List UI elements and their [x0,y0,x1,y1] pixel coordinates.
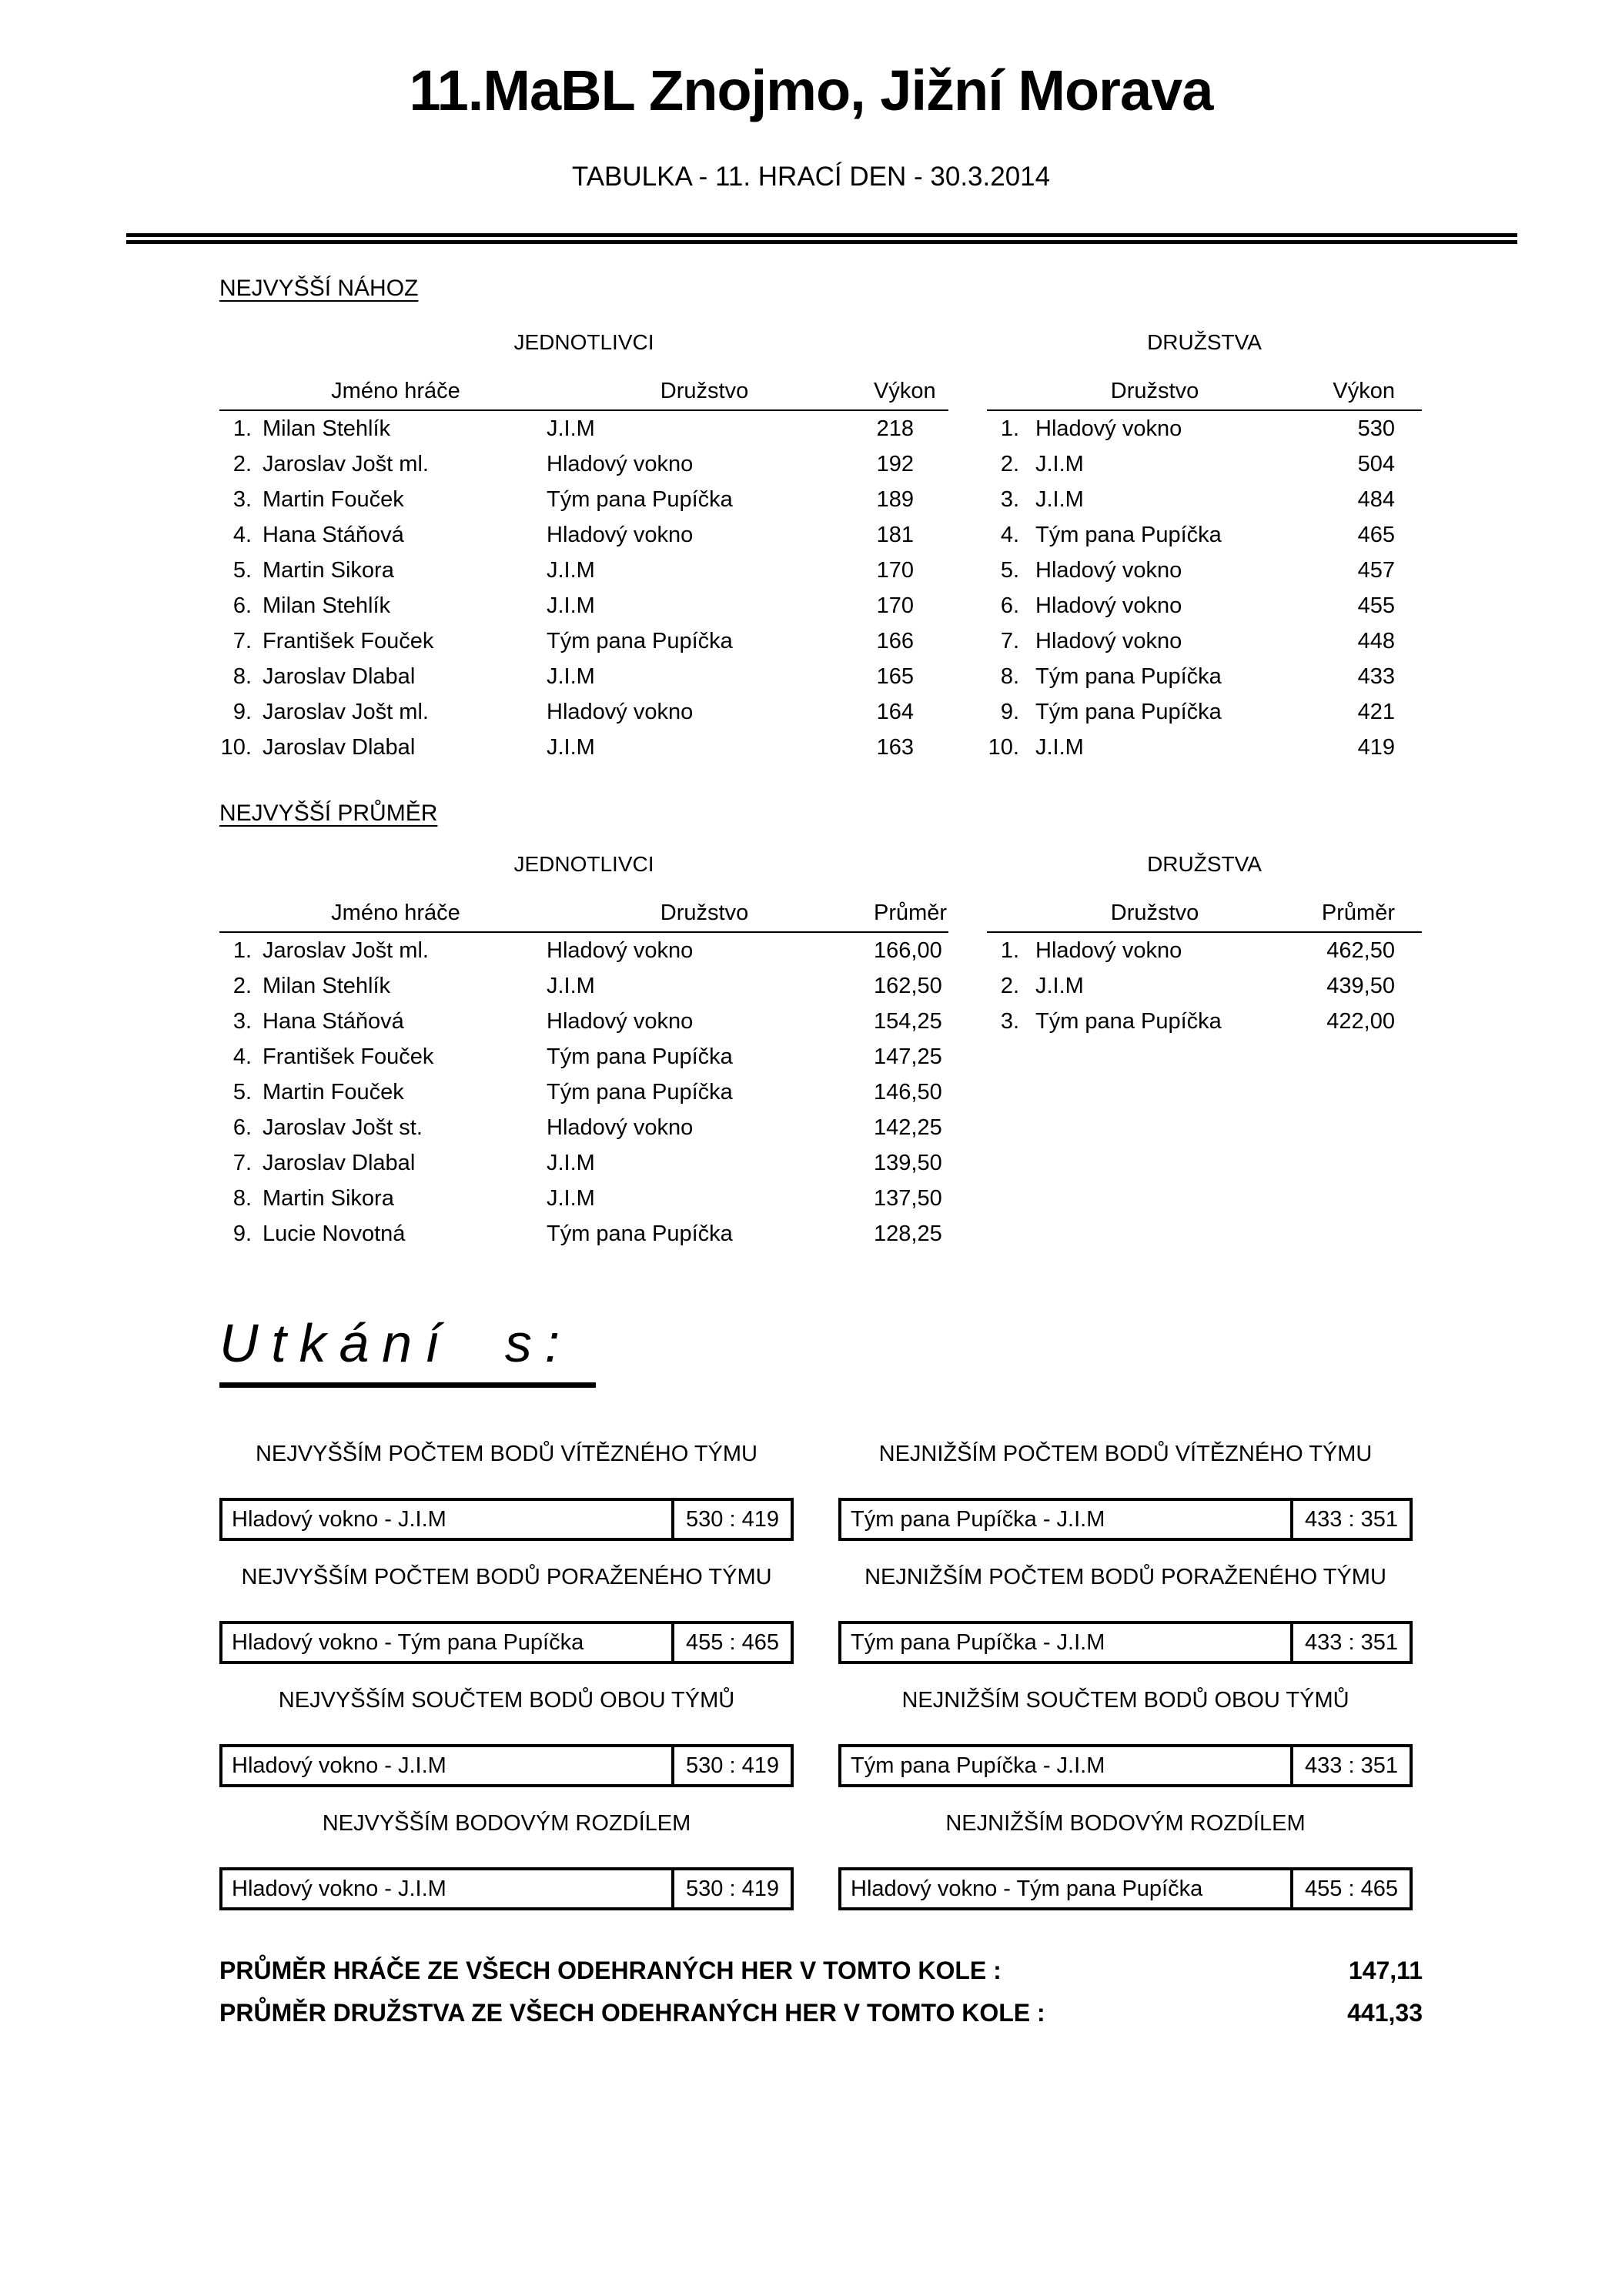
value-cell: 154,25 [874,1008,942,1034]
match-result-box [219,1621,794,1664]
player-average-line [219,1957,1423,1984]
table-row [219,968,948,1004]
value-cell: 162,50 [874,973,942,998]
value-header: Průměr [874,894,948,932]
rank-cell: 6. [232,1115,252,1140]
team-average-line [219,1999,1423,2027]
value-cell: 163 [876,734,914,760]
value-header: Průměr [1286,894,1422,932]
value-cell: 142,25 [874,1115,942,1140]
player-name-cell: Martin Fouček [263,486,404,512]
individuals-table [219,373,948,765]
value-cell: 462,50 [1326,937,1395,963]
player-name-cell: Jaroslav Jošt ml. [263,937,429,963]
rank-cell: 8. [232,663,252,689]
match-result-box [219,1744,794,1787]
team-header: Družstvo [1024,894,1286,932]
rank-cell: 10. [988,734,1019,760]
nahoz-individuals-table [219,329,948,765]
table-row [219,694,948,730]
value-cell: 457 [1357,557,1395,583]
match-teams: Hladový vokno - J.I.M [232,1753,446,1778]
team-cell: Hladový vokno [547,1008,694,1034]
rank-cell: 2. [232,973,252,998]
rank-cell: 2. [1000,973,1019,998]
player-name-cell: Martin Fouček [263,1079,404,1105]
match-category-label: NEJNIŽŠÍM POČTEM BODŮ VÍTĚZNÉHO TÝMU [878,1442,1373,1466]
team-cell: J.I.M [547,663,595,689]
table-row [987,730,1422,765]
value-cell: 484 [1357,486,1395,512]
rank-cell: 3. [232,1008,252,1034]
match-category-label: NEJNIŽŠÍM SOUČTEM BODŮ OBOU TÝMŮ [901,1688,1349,1713]
table-row [219,659,948,694]
team-cell: J.I.M [547,557,595,583]
team-cell: Tým pana Pupíčka [1035,699,1222,724]
value-cell: 192 [876,451,914,476]
team-header: Družstvo [535,894,874,932]
value-cell: 455 [1357,593,1395,618]
rank-cell: 8. [232,1185,252,1211]
value-cell: 433 [1357,663,1395,689]
match-record [838,1441,1413,1541]
match-result-box [838,1621,1413,1664]
match-score: 433 : 351 [1290,1747,1410,1784]
table-row [987,553,1422,588]
team-cell: J.I.M [547,416,595,441]
team-cell: Hladový vokno [547,522,694,547]
team-cell: Tým pana Pupíčka [547,1044,733,1069]
match-record [838,1810,1413,1910]
value-header: Výkon [874,373,948,410]
table-row [219,1181,948,1216]
table-row [987,446,1422,482]
value-cell: 422,00 [1326,1008,1395,1034]
rank-cell: 3. [1000,1008,1019,1034]
value-cell: 181 [876,522,914,547]
match-result-box [219,1867,794,1910]
rank-cell: 7. [232,628,252,653]
rank-cell: 5. [1000,557,1019,583]
match-teams: Tým pana Pupíčka - J.I.M [851,1629,1105,1655]
rank-cell: 4. [232,1044,252,1069]
match-result-box [838,1744,1413,1787]
table-row [987,932,1422,968]
rank-cell: 3. [232,486,252,512]
table-row [219,517,948,553]
value-cell: 170 [876,557,914,583]
team-cell: Tým pana Pupíčka [1035,663,1222,689]
table-row [219,623,948,659]
team-cell: Tým pana Pupíčka [547,1221,733,1246]
team-header: Družstvo [1024,373,1286,410]
player-name-cell: Martin Sikora [263,557,394,583]
table-row [987,410,1422,446]
team-cell: Hladový vokno [1035,593,1182,618]
team-cell: J.I.M [1035,486,1084,512]
player-name-cell: Jaroslav Dlabal [263,1150,416,1175]
value-header: Výkon [1286,373,1422,410]
table-row [219,932,948,968]
rank-header [219,894,256,932]
prumer-teams-table [987,851,1422,1039]
table-title-teams: DRUŽSTVA [1147,852,1262,876]
match-result-box [219,1498,794,1541]
player-name-cell: Martin Sikora [263,1185,394,1211]
player-name-cell: Milan Stehlík [263,973,391,998]
value-cell: 448 [1357,628,1395,653]
value-cell: 165 [876,663,914,689]
rank-cell: 10. [220,734,252,760]
team-cell: J.I.M [547,593,595,618]
rank-cell: 1. [232,416,252,441]
team-cell: Hladový vokno [1035,937,1182,963]
section-heading-nahoz: NEJVYŠŠÍ NÁHOZ [219,276,419,301]
player-name-cell: Lucie Novotná [263,1221,406,1246]
team-cell: Hladový vokno [547,451,694,476]
match-category-label: NEJNIŽŠÍM POČTEM BODŮ PORAŽENÉHO TÝMU [865,1565,1386,1589]
team-cell: Tým pana Pupíčka [547,628,733,653]
table-title-individuals: JEDNOTLIVCI [513,330,654,354]
match-record [838,1564,1413,1664]
team-cell: Hladový vokno [547,699,694,724]
table-row [987,517,1422,553]
table-header-row [987,894,1422,932]
prumer-individuals-table [219,851,948,1252]
page-title: 11.MaBL Znojmo, Jižní Morava [409,58,1213,122]
page-subtitle: TABULKA - 11. HRACÍ DEN - 30.3.2014 [571,162,1051,192]
table-row [987,659,1422,694]
match-teams: Tým pana Pupíčka - J.I.M [851,1753,1105,1778]
team-average-value: 441,33 [1347,1999,1423,2027]
team-cell: Hladový vokno [547,937,694,963]
match-teams: Hladový vokno - Tým pana Pupíčka [232,1629,584,1655]
player-name-cell: Jaroslav Jošt ml. [263,451,429,476]
rank-cell: 1. [1000,416,1019,441]
player-name-cell: Milan Stehlík [263,593,391,618]
value-cell: 128,25 [874,1221,942,1246]
rank-header [987,373,1024,410]
rank-header [219,373,256,410]
value-cell: 166 [876,628,914,653]
rank-cell: 4. [1000,522,1019,547]
rank-cell: 7. [232,1150,252,1175]
match-score: 530 : 419 [671,1870,791,1907]
match-record [838,1687,1413,1787]
match-category-label: NEJNIŽŠÍM BODOVÝM ROZDÍLEM [945,1811,1306,1836]
section-heading-utkani: Utkání s: [219,1313,596,1388]
table-row [219,1110,948,1145]
player-name-cell: Hana Stáňová [263,1008,404,1034]
table-row [987,482,1422,517]
match-score: 530 : 419 [671,1501,791,1538]
match-teams: Hladový vokno - J.I.M [232,1506,446,1532]
player-name-cell: Jaroslav Jošt st. [263,1115,423,1140]
match-category-label: NEJVYŠŠÍM POČTEM BODŮ VÍTĚZNÉHO TÝMU [255,1442,758,1466]
team-cell: J.I.M [547,734,595,760]
rank-cell: 6. [1000,593,1019,618]
value-cell: 504 [1357,451,1395,476]
table-row [219,588,948,623]
value-cell: 439,50 [1326,973,1395,998]
table-header-row [219,894,948,932]
team-average-label: PRŮMĚR DRUŽSTVA ZE VŠECH ODEHRANÝCH HER V TOMTO KOLE : [219,1999,1045,2027]
table-row [219,482,948,517]
team-cell: Tým pana Pupíčka [1035,522,1222,547]
table-row [219,1216,948,1252]
team-cell: J.I.M [547,1150,595,1175]
rank-cell: 2. [1000,451,1019,476]
rank-cell: 3. [1000,486,1019,512]
team-cell: J.I.M [547,973,595,998]
match-score: 530 : 419 [671,1747,791,1784]
team-cell: Tým pana Pupíčka [547,486,733,512]
player-name-cell: František Fouček [263,628,434,653]
teams-table [987,373,1422,765]
match-score: 433 : 351 [1290,1624,1410,1661]
match-result-box [838,1498,1413,1541]
value-cell: 164 [876,699,914,724]
value-cell: 146,50 [874,1079,942,1105]
match-teams: Hladový vokno - Tým pana Pupíčka [851,1876,1203,1901]
table-row [987,694,1422,730]
match-category-label: NEJVYŠŠÍM POČTEM BODŮ PORAŽENÉHO TÝMU [241,1565,772,1589]
team-cell: J.I.M [1035,973,1084,998]
rank-cell: 6. [232,593,252,618]
double-rule-divider [126,233,1517,244]
table-row [219,730,948,765]
player-name-cell: František Fouček [263,1044,434,1069]
value-cell: 170 [876,593,914,618]
value-cell: 419 [1357,734,1395,760]
match-score: 433 : 351 [1290,1501,1410,1538]
table-row [219,1145,948,1181]
rank-cell: 8. [1000,663,1019,689]
player-average-label: PRŮMĚR HRÁČE ZE VŠECH ODEHRANÝCH HER V TOMTO KOLE : [219,1957,1002,1984]
table-row [219,410,948,446]
table-row [987,968,1422,1004]
value-cell: 137,50 [874,1185,942,1211]
player-name-cell: Hana Stáňová [263,522,404,547]
rank-cell: 1. [232,937,252,963]
match-record [219,1687,794,1787]
team-cell: Hladový vokno [1035,557,1182,583]
team-cell: Tým pana Pupíčka [547,1079,733,1105]
table-row [219,1074,948,1110]
match-record [219,1810,794,1910]
match-record [219,1441,794,1541]
rank-cell: 7. [1000,628,1019,653]
individuals-table [219,894,948,1252]
value-cell: 465 [1357,522,1395,547]
section-heading-prumer: NEJVYŠŠÍ PRŮMĚR [219,800,438,826]
table-row [987,623,1422,659]
rank-cell: 5. [232,1079,252,1105]
player-name-cell: Milan Stehlík [263,416,391,441]
value-cell: 530 [1357,416,1395,441]
team-header: Družstvo [535,373,874,410]
match-category-label: NEJVYŠŠÍM SOUČTEM BODŮ OBOU TÝMŮ [278,1688,735,1713]
team-cell: J.I.M [547,1185,595,1211]
team-cell: Hladový vokno [547,1115,694,1140]
player-name-header: Jméno hráče [256,894,535,932]
table-header-row [219,373,948,410]
player-name-cell: Jaroslav Dlabal [263,663,416,689]
value-cell: 421 [1357,699,1395,724]
rank-header [987,894,1024,932]
player-average-value: 147,11 [1348,1957,1423,1984]
table-header-row [987,373,1422,410]
table-row [219,1004,948,1039]
table-row [987,588,1422,623]
table-row [219,1039,948,1074]
match-result-box [838,1867,1413,1910]
match-records-grid [219,1441,1413,1949]
rank-cell: 5. [232,557,252,583]
match-teams: Tým pana Pupíčka - J.I.M [851,1506,1105,1532]
value-cell: 147,25 [874,1044,942,1069]
player-name-header: Jméno hráče [256,373,535,410]
player-name-cell: Jaroslav Dlabal [263,734,416,760]
match-teams: Hladový vokno - J.I.M [232,1876,446,1901]
team-cell: Hladový vokno [1035,416,1182,441]
rank-cell: 9. [232,699,252,724]
value-cell: 189 [876,486,914,512]
teams-table [987,894,1422,1039]
match-score: 455 : 465 [1290,1870,1410,1907]
match-category-label: NEJVYŠŠÍM BODOVÝM ROZDÍLEM [322,1811,691,1836]
table-title-teams: DRUŽSTVA [1147,330,1262,354]
value-cell: 218 [876,416,914,441]
team-cell: Hladový vokno [1035,628,1182,653]
table-row [219,553,948,588]
rank-cell: 4. [232,522,252,547]
team-cell: Tým pana Pupíčka [1035,1008,1222,1034]
table-row [987,1004,1422,1039]
match-record [219,1564,794,1664]
rank-cell: 1. [1000,937,1019,963]
match-score: 455 : 465 [671,1624,791,1661]
team-cell: J.I.M [1035,734,1084,760]
rank-cell: 9. [232,1221,252,1246]
value-cell: 139,50 [874,1150,942,1175]
table-row [219,446,948,482]
rank-cell: 2. [232,451,252,476]
value-cell: 166,00 [874,937,942,963]
player-name-cell: Jaroslav Jošt ml. [263,699,429,724]
nahoz-teams-table [987,329,1422,765]
rank-cell: 9. [1000,699,1019,724]
team-cell: J.I.M [1035,451,1084,476]
table-title-individuals: JEDNOTLIVCI [513,852,654,876]
